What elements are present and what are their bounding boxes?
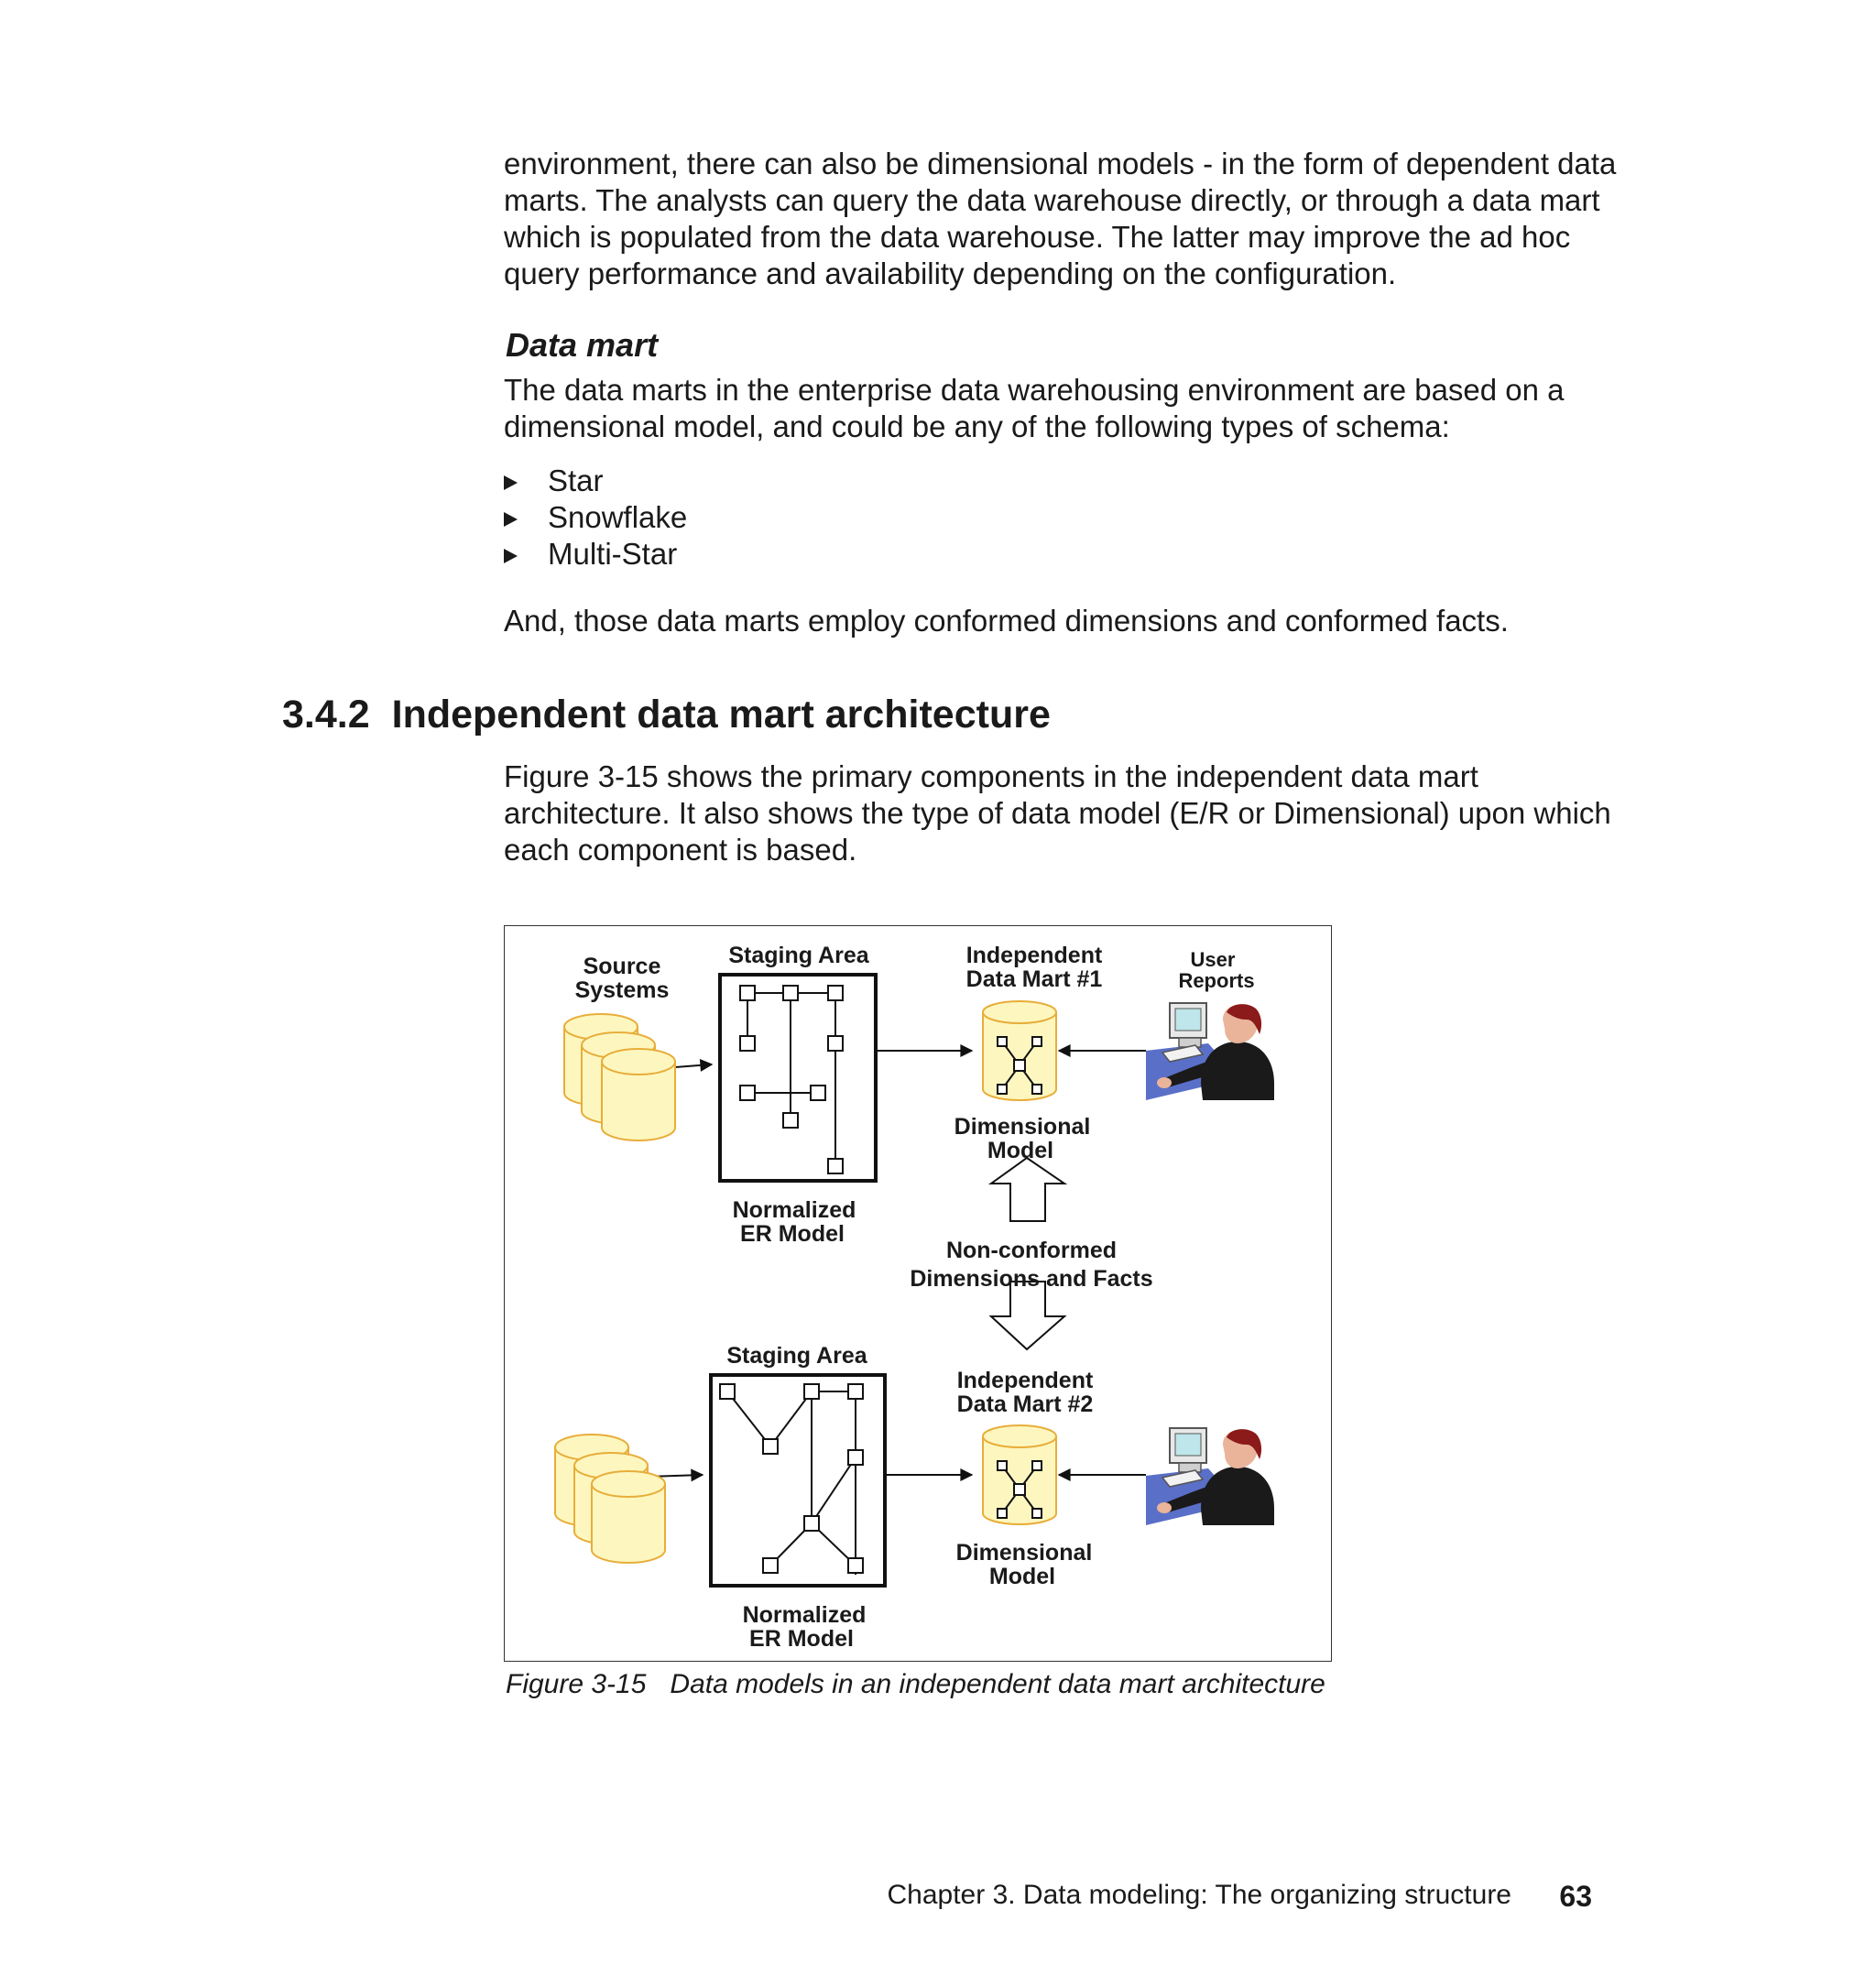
down-arrow-icon <box>991 1282 1064 1349</box>
dimensional-model-label-4: Model <box>988 1564 1056 1589</box>
er-model-label-4: ER Model <box>749 1626 854 1652</box>
list-item-label: Snowflake <box>548 500 688 534</box>
architecture-diagram <box>505 926 1331 1661</box>
list-item <box>504 499 687 536</box>
figure-number: Figure 3-15 <box>506 1669 647 1699</box>
source-systems-cylinders-2 <box>555 1435 665 1563</box>
source-systems-label: Source <box>583 954 661 979</box>
triangle-bullet-icon <box>504 475 518 490</box>
staging-area-box-top <box>720 975 876 1181</box>
section-paragraph: Figure 3-15 shows the primary components in the independent data mart architecture. It also shows the type of data model (E/R or Dimensional) upon which each component is based. <box>504 759 1611 867</box>
non-conformed-label-2: Dimensions and Facts <box>910 1266 1153 1292</box>
up-arrow-icon <box>991 1158 1064 1221</box>
list-item <box>504 463 687 499</box>
data-mart-2-label: Independent <box>956 1368 1094 1393</box>
user-reports-icon-2 <box>1146 1428 1274 1525</box>
triangle-bullet-icon <box>504 549 518 563</box>
user-reports-label: User <box>1190 948 1236 971</box>
page-number: 63 <box>1559 1880 1592 1913</box>
er-model-label-2: ER Model <box>740 1221 845 1247</box>
section-heading <box>282 693 1051 737</box>
dimensional-model-label-3: Dimensional <box>955 1540 1093 1566</box>
figure-caption-text: Data models in an independent data mart architecture <box>670 1669 1325 1699</box>
non-conformed-label: Non-conformed <box>945 1238 1118 1263</box>
data-mart-closing: And, those data marts employ conformed dimensions and conformed facts. <box>504 604 1509 638</box>
staging-area-label: Staging Area <box>728 943 869 968</box>
source-systems-cylinders <box>564 1014 675 1140</box>
data-mart-1-label-2: Data Mart #1 <box>965 966 1103 992</box>
staging-area-box-bottom <box>711 1375 885 1586</box>
section-number: 3.4.2 <box>282 693 370 737</box>
user-reports-icon <box>1146 1003 1274 1100</box>
section-title: Independent data mart architecture <box>391 693 1051 737</box>
er-model-label-3: Normalized <box>742 1602 867 1628</box>
staging-area-label-2: Staging Area <box>726 1343 867 1369</box>
data-mart-heading: Data mart <box>506 326 659 364</box>
er-model-label: Normalized <box>732 1197 856 1223</box>
figure-caption <box>506 1669 1325 1700</box>
dimensional-model-label: Dimensional <box>954 1114 1091 1140</box>
architecture-figure <box>504 925 1332 1662</box>
list-item-label: Multi-Star <box>548 537 678 571</box>
footer-chapter: Chapter 3. Data modeling: The organizing structure <box>887 1880 1511 1910</box>
data-mart-2-cylinder <box>983 1425 1056 1524</box>
schema-type-list <box>504 463 687 573</box>
user-reports-label-2: Reports <box>1178 969 1255 992</box>
list-item <box>504 536 687 573</box>
dimensional-model-label-2: Model <box>987 1138 1054 1163</box>
data-mart-2-label-2: Data Mart #2 <box>956 1391 1094 1417</box>
data-mart-paragraph: The data marts in the enterprise data warehousing environment are based on a dimensional model, and could be any of the following types of schema: <box>504 373 1565 443</box>
list-item-label: Star <box>548 464 604 497</box>
source-systems-label-2: Systems <box>574 977 670 1003</box>
data-mart-1-cylinder <box>983 1001 1056 1100</box>
data-mart-1-label: Independent <box>965 943 1103 968</box>
intro-paragraph: environment, there can also be dimensional models - in the form of dependent data marts. The analysts can query the data warehouse directly, or through a data mart which is populated from the data warehouse. The latter may improve the ad hoc query performance and availability depending on the configuration. <box>504 147 1617 290</box>
triangle-bullet-icon <box>504 512 518 527</box>
